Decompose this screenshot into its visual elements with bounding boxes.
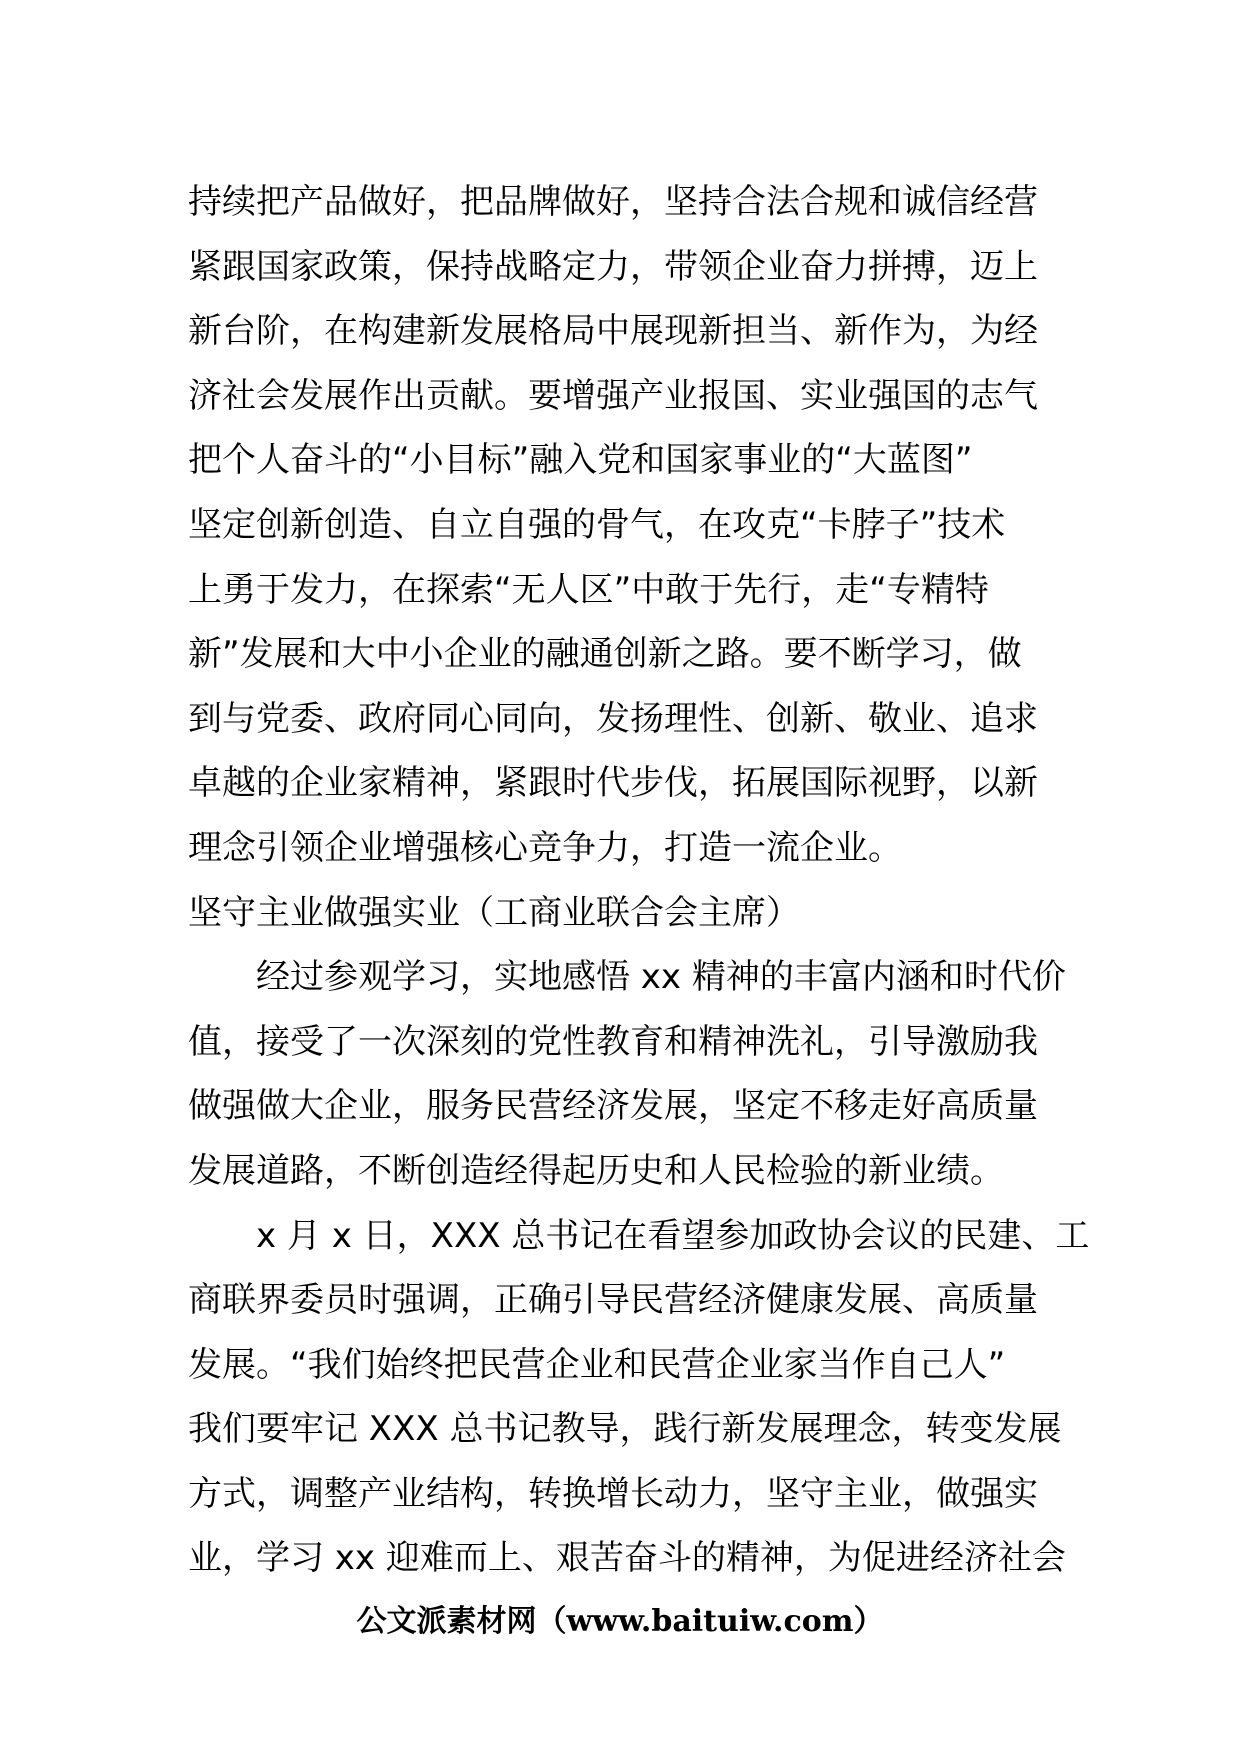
text-line: 紧跟国家政策，保持战略定力，带领企业奋力拼搏，迈上 <box>188 246 1038 287</box>
text-line: 我们要牢记 XXX 总书记教导，践行新发展理念，转变发展 <box>188 1409 1062 1450</box>
text-line: 持续把产品做好，把品牌做好，坚持合法合规和诚信经营 <box>188 182 1038 222</box>
text-line: 新”发展和大中小企业的融通创新之路。要不断学习，做 <box>188 634 1022 675</box>
text-line: 商联界委员时强调，正确引导民营经济健康发展、高质量 <box>188 1280 1038 1321</box>
text-line: 卓越的企业家精神，紧跟时代步伐，拓展国际视野，以新 <box>188 763 1038 804</box>
text-line: 值，接受了一次深刻的党性教育和精神洗礼，引导激励我 <box>188 1021 1038 1062</box>
text-line: 上勇于发力，在探索“无人区”中敢于先行，走“专精特 <box>188 569 989 610</box>
text-line: 方式，调整产业结构，转换增长动力，坚守主业，做强实 <box>188 1473 1038 1514</box>
text-line: 发展。“我们始终把民营企业和民营企业家当作自己人” <box>188 1344 1006 1385</box>
text-line: 业，学习 xx 迎难而上、艰苦奋斗的精神，为促进经济社会 <box>188 1538 1066 1579</box>
document-body <box>188 170 1090 1591</box>
text-line: x 月 x 日，XXX 总书记在看望参加政协会议的民建、工 <box>256 1215 1090 1256</box>
text-line: 新台阶，在构建新发展格局中展现新担当、新作为，为经 <box>188 311 1038 352</box>
footer-watermark: 公文派素材网（www.baituiw.com） <box>356 1604 884 1639</box>
text-line: 理念引领企业增强核心竞争力，打造一流企业。 <box>188 827 902 868</box>
text-line: 济社会发展作出贡献。要增强产业报国、实业强国的志气 <box>188 375 1038 416</box>
section-heading: 坚守主业做强实业（工商业联合会主席） <box>188 892 800 933</box>
text-line: 经过参观学习，实地感悟 xx 精神的丰富内涵和时代价 <box>256 957 1066 998</box>
text-line: 坚定创新创造、自立自强的骨气，在攻克“卡脖子”技术 <box>188 504 1006 545</box>
text-line: 发展道路，不断创造经得起历史和人民检验的新业绩。 <box>188 1150 1004 1191</box>
text-line: 把个人奋斗的“小目标”融入党和国家事业的“大蓝图” <box>188 440 973 481</box>
text-line: 做强做大企业，服务民营经济发展，坚定不移走好高质量 <box>188 1086 1038 1127</box>
text-line: 到与党委、政府同心同向，发扬理性、创新、敬业、追求 <box>188 698 1038 739</box>
